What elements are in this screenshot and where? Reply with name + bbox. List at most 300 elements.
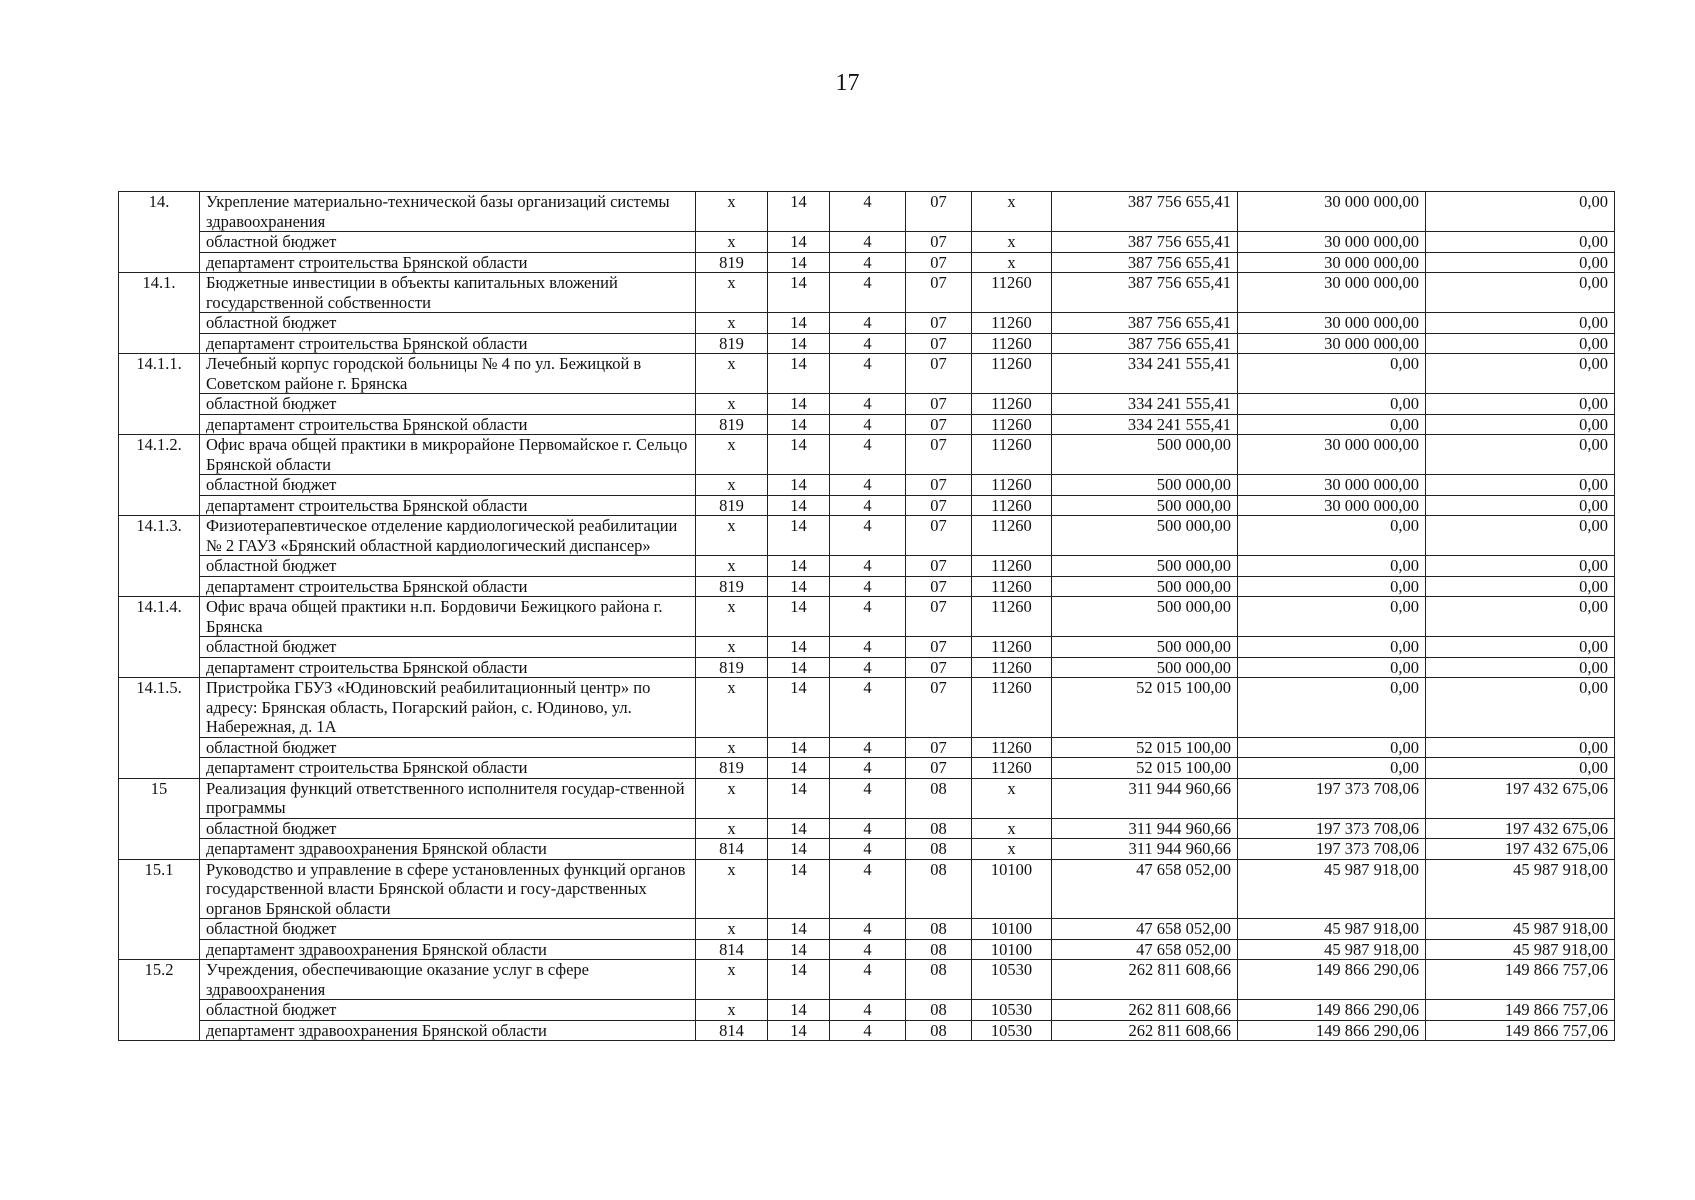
amount-year-3-cell: 0,00 — [1426, 597, 1615, 637]
code-1-cell: 14 — [768, 859, 830, 919]
amount-year-2-cell: 30 000 000,00 — [1238, 333, 1426, 354]
amount-year-1-cell: 500 000,00 — [1052, 576, 1238, 597]
admin-code-cell: х — [696, 678, 768, 738]
admin-code-cell: х — [696, 556, 768, 577]
code-4-cell: х — [972, 818, 1052, 839]
code-1-cell: 14 — [768, 556, 830, 577]
amount-year-2-cell: 0,00 — [1238, 737, 1426, 758]
code-1-cell: 14 — [768, 394, 830, 415]
amount-year-1-cell: 262 811 608,66 — [1052, 1000, 1238, 1021]
code-3-cell: 08 — [906, 1020, 972, 1041]
amount-year-2-cell: 30 000 000,00 — [1238, 232, 1426, 253]
code-3-cell: 07 — [906, 737, 972, 758]
amount-year-2-cell: 0,00 — [1238, 354, 1426, 394]
code-1-cell: 14 — [768, 637, 830, 658]
code-4-cell: 11260 — [972, 657, 1052, 678]
code-1-cell: 14 — [768, 839, 830, 860]
admin-code-cell: 819 — [696, 252, 768, 273]
admin-code-cell: х — [696, 960, 768, 1000]
row-name-cell: департамент строительства Брянской области — [200, 252, 696, 273]
code-2-cell: 4 — [830, 637, 906, 658]
row-name-cell: департамент строительства Брянской области — [200, 657, 696, 678]
table-row — [119, 273, 1615, 313]
admin-code-cell: х — [696, 475, 768, 496]
amount-year-2-cell: 45 987 918,00 — [1238, 939, 1426, 960]
amount-year-3-cell: 0,00 — [1426, 414, 1615, 435]
admin-code-cell: х — [696, 313, 768, 334]
code-3-cell: 07 — [906, 414, 972, 435]
amount-year-2-cell: 30 000 000,00 — [1238, 273, 1426, 313]
amount-year-1-cell: 500 000,00 — [1052, 637, 1238, 658]
table-row — [119, 657, 1615, 678]
amount-year-2-cell: 0,00 — [1238, 516, 1426, 556]
table-row — [119, 252, 1615, 273]
table-row — [119, 637, 1615, 658]
admin-code-cell: 819 — [696, 576, 768, 597]
amount-year-3-cell: 0,00 — [1426, 637, 1615, 658]
code-2-cell: 4 — [830, 354, 906, 394]
code-1-cell: 14 — [768, 252, 830, 273]
code-4-cell: 11260 — [972, 414, 1052, 435]
table-row — [119, 354, 1615, 394]
code-3-cell: 07 — [906, 758, 972, 779]
table-row — [119, 939, 1615, 960]
code-1-cell: 14 — [768, 758, 830, 779]
code-2-cell: 4 — [830, 313, 906, 334]
code-4-cell: 11260 — [972, 313, 1052, 334]
row-name-cell: Лечебный корпус городской больницы № 4 по ул. Бежицкой в Советском районе г. Брянска — [200, 354, 696, 394]
code-1-cell: 14 — [768, 597, 830, 637]
row-name-cell: Руководство и управление в сфере установленных функций органов государственной власти Брянской области и госу-дарственных органов Брянской области — [200, 859, 696, 919]
admin-code-cell: х — [696, 516, 768, 556]
amount-year-3-cell: 149 866 757,06 — [1426, 1000, 1615, 1021]
admin-code-cell: х — [696, 818, 768, 839]
code-4-cell: х — [972, 778, 1052, 818]
code-2-cell: 4 — [830, 232, 906, 253]
row-name-cell: департамент здравоохранения Брянской области — [200, 839, 696, 860]
code-3-cell: 07 — [906, 597, 972, 637]
amount-year-1-cell: 52 015 100,00 — [1052, 758, 1238, 779]
code-1-cell: 14 — [768, 313, 830, 334]
code-4-cell: 11260 — [972, 273, 1052, 313]
row-name-cell: Учреждения, обеспечивающие оказание услуг в сфере здравоохранения — [200, 960, 696, 1000]
table-row — [119, 394, 1615, 415]
page-number: 17 — [835, 70, 860, 96]
amount-year-1-cell: 334 241 555,41 — [1052, 394, 1238, 415]
code-2-cell: 4 — [830, 192, 906, 232]
code-3-cell: 07 — [906, 495, 972, 516]
code-2-cell: 4 — [830, 333, 906, 354]
amount-year-1-cell: 387 756 655,41 — [1052, 333, 1238, 354]
code-2-cell: 4 — [830, 737, 906, 758]
admin-code-cell: 819 — [696, 657, 768, 678]
table-body — [119, 192, 1615, 1041]
amount-year-3-cell: 0,00 — [1426, 758, 1615, 779]
code-3-cell: 07 — [906, 394, 972, 415]
row-name-cell: департамент здравоохранения Брянской области — [200, 939, 696, 960]
admin-code-cell: х — [696, 273, 768, 313]
row-name-cell: Укрепление материально-технической базы организаций системы здравоохранения — [200, 192, 696, 232]
amount-year-2-cell: 30 000 000,00 — [1238, 313, 1426, 334]
code-2-cell: 4 — [830, 960, 906, 1000]
amount-year-3-cell: 45 987 918,00 — [1426, 939, 1615, 960]
row-name-cell: департамент строительства Брянской области — [200, 333, 696, 354]
code-2-cell: 4 — [830, 414, 906, 435]
table-row — [119, 919, 1615, 940]
amount-year-3-cell: 197 432 675,06 — [1426, 839, 1615, 860]
code-1-cell: 14 — [768, 516, 830, 556]
admin-code-cell: 819 — [696, 414, 768, 435]
code-2-cell: 4 — [830, 758, 906, 779]
amount-year-3-cell: 197 432 675,06 — [1426, 778, 1615, 818]
code-1-cell: 14 — [768, 333, 830, 354]
code-4-cell: 11260 — [972, 597, 1052, 637]
code-3-cell: 07 — [906, 475, 972, 496]
code-4-cell: х — [972, 252, 1052, 273]
code-4-cell: 11260 — [972, 354, 1052, 394]
row-name-cell: областной бюджет — [200, 637, 696, 658]
row-number-cell: 14.1.5. — [119, 678, 200, 779]
amount-year-2-cell: 30 000 000,00 — [1238, 495, 1426, 516]
amount-year-2-cell: 197 373 708,06 — [1238, 778, 1426, 818]
amount-year-2-cell: 0,00 — [1238, 657, 1426, 678]
amount-year-3-cell: 0,00 — [1426, 556, 1615, 577]
amount-year-2-cell: 0,00 — [1238, 597, 1426, 637]
table-row — [119, 414, 1615, 435]
amount-year-3-cell: 0,00 — [1426, 333, 1615, 354]
code-1-cell: 14 — [768, 354, 830, 394]
amount-year-2-cell: 149 866 290,06 — [1238, 960, 1426, 1000]
code-2-cell: 4 — [830, 495, 906, 516]
amount-year-3-cell: 45 987 918,00 — [1426, 919, 1615, 940]
table-row — [119, 192, 1615, 232]
row-name-cell: областной бюджет — [200, 475, 696, 496]
code-4-cell: 10100 — [972, 859, 1052, 919]
code-3-cell: 07 — [906, 678, 972, 738]
budget-table — [118, 191, 1615, 1041]
row-number-cell: 14.1.4. — [119, 597, 200, 678]
code-3-cell: 08 — [906, 919, 972, 940]
row-number-cell: 15 — [119, 778, 200, 859]
amount-year-2-cell: 0,00 — [1238, 394, 1426, 415]
amount-year-1-cell: 311 944 960,66 — [1052, 839, 1238, 860]
amount-year-1-cell: 334 241 555,41 — [1052, 414, 1238, 435]
code-2-cell: 4 — [830, 597, 906, 637]
code-2-cell: 4 — [830, 273, 906, 313]
row-name-cell: Офис врача общей практики в микрорайоне Первомайское г. Сельцо Брянской области — [200, 435, 696, 475]
amount-year-1-cell: 387 756 655,41 — [1052, 313, 1238, 334]
code-4-cell: 11260 — [972, 737, 1052, 758]
code-3-cell: 07 — [906, 657, 972, 678]
table-row — [119, 1000, 1615, 1021]
code-4-cell: х — [972, 232, 1052, 253]
amount-year-3-cell: 0,00 — [1426, 516, 1615, 556]
amount-year-1-cell: 311 944 960,66 — [1052, 778, 1238, 818]
code-2-cell: 4 — [830, 435, 906, 475]
code-3-cell: 07 — [906, 354, 972, 394]
amount-year-2-cell: 0,00 — [1238, 678, 1426, 738]
admin-code-cell: х — [696, 597, 768, 637]
amount-year-3-cell: 149 866 757,06 — [1426, 960, 1615, 1000]
amount-year-3-cell: 0,00 — [1426, 576, 1615, 597]
amount-year-3-cell: 0,00 — [1426, 313, 1615, 334]
amount-year-3-cell: 0,00 — [1426, 495, 1615, 516]
code-1-cell: 14 — [768, 192, 830, 232]
code-4-cell: х — [972, 192, 1052, 232]
code-4-cell: 11260 — [972, 435, 1052, 475]
code-4-cell: 10530 — [972, 1000, 1052, 1021]
table-row — [119, 839, 1615, 860]
amount-year-2-cell: 0,00 — [1238, 637, 1426, 658]
amount-year-3-cell: 0,00 — [1426, 737, 1615, 758]
amount-year-2-cell: 30 000 000,00 — [1238, 475, 1426, 496]
admin-code-cell: х — [696, 354, 768, 394]
table-row — [119, 818, 1615, 839]
admin-code-cell: 819 — [696, 333, 768, 354]
row-name-cell: департамент строительства Брянской области — [200, 495, 696, 516]
admin-code-cell: х — [696, 394, 768, 415]
code-4-cell: 11260 — [972, 394, 1052, 415]
row-name-cell: Пристройка ГБУЗ «Юдиновский реабилитационный центр» по адресу: Брянская область, Погарский район, с. Юдиново, ул. Набережная, д. 1А — [200, 678, 696, 738]
code-1-cell: 14 — [768, 435, 830, 475]
code-3-cell: 07 — [906, 556, 972, 577]
code-3-cell: 07 — [906, 576, 972, 597]
row-name-cell: Офис врача общей практики н.п. Бордовичи Бежицкого района г. Брянска — [200, 597, 696, 637]
code-3-cell: 07 — [906, 192, 972, 232]
code-3-cell: 08 — [906, 818, 972, 839]
row-name-cell: областной бюджет — [200, 818, 696, 839]
amount-year-1-cell: 500 000,00 — [1052, 435, 1238, 475]
amount-year-3-cell: 149 866 757,06 — [1426, 1020, 1615, 1041]
code-2-cell: 4 — [830, 778, 906, 818]
row-name-cell: областной бюджет — [200, 1000, 696, 1021]
code-1-cell: 14 — [768, 818, 830, 839]
code-4-cell: 11260 — [972, 495, 1052, 516]
admin-code-cell: х — [696, 919, 768, 940]
code-3-cell: 07 — [906, 273, 972, 313]
code-2-cell: 4 — [830, 1000, 906, 1021]
table-row — [119, 333, 1615, 354]
table-row — [119, 475, 1615, 496]
row-name-cell: областной бюджет — [200, 737, 696, 758]
code-1-cell: 14 — [768, 232, 830, 253]
amount-year-1-cell: 52 015 100,00 — [1052, 678, 1238, 738]
code-4-cell: 11260 — [972, 678, 1052, 738]
row-name-cell: Физиотерапевтическое отделение кардиологической реабилитации № 2 ГАУЗ «Брянский областной кардиологический диспансер» — [200, 516, 696, 556]
row-name-cell: областной бюджет — [200, 919, 696, 940]
amount-year-3-cell: 0,00 — [1426, 435, 1615, 475]
code-1-cell: 14 — [768, 960, 830, 1000]
amount-year-3-cell: 0,00 — [1426, 394, 1615, 415]
amount-year-2-cell: 0,00 — [1238, 758, 1426, 779]
table-row — [119, 778, 1615, 818]
table-row — [119, 232, 1615, 253]
code-2-cell: 4 — [830, 252, 906, 273]
amount-year-1-cell: 500 000,00 — [1052, 475, 1238, 496]
code-2-cell: 4 — [830, 516, 906, 556]
amount-year-1-cell: 500 000,00 — [1052, 657, 1238, 678]
amount-year-1-cell: 262 811 608,66 — [1052, 960, 1238, 1000]
table-row — [119, 737, 1615, 758]
amount-year-3-cell: 0,00 — [1426, 475, 1615, 496]
row-number-cell: 14.1.2. — [119, 435, 200, 516]
code-4-cell: 11260 — [972, 333, 1052, 354]
amount-year-1-cell: 387 756 655,41 — [1052, 192, 1238, 232]
code-1-cell: 14 — [768, 414, 830, 435]
code-3-cell: 07 — [906, 252, 972, 273]
admin-code-cell: 814 — [696, 1020, 768, 1041]
row-name-cell: департамент здравоохранения Брянской области — [200, 1020, 696, 1041]
amount-year-2-cell: 0,00 — [1238, 556, 1426, 577]
amount-year-1-cell: 47 658 052,00 — [1052, 939, 1238, 960]
row-name-cell: департамент строительства Брянской области — [200, 414, 696, 435]
table-row — [119, 678, 1615, 738]
amount-year-1-cell: 387 756 655,41 — [1052, 273, 1238, 313]
code-4-cell: 10100 — [972, 919, 1052, 940]
amount-year-1-cell: 387 756 655,41 — [1052, 232, 1238, 253]
amount-year-1-cell: 387 756 655,41 — [1052, 252, 1238, 273]
amount-year-3-cell: 0,00 — [1426, 273, 1615, 313]
amount-year-2-cell: 149 866 290,06 — [1238, 1020, 1426, 1041]
amount-year-2-cell: 197 373 708,06 — [1238, 818, 1426, 839]
amount-year-3-cell: 0,00 — [1426, 657, 1615, 678]
admin-code-cell: 819 — [696, 495, 768, 516]
row-name-cell: областной бюджет — [200, 394, 696, 415]
row-number-cell: 14.1.3. — [119, 516, 200, 597]
code-4-cell: 11260 — [972, 475, 1052, 496]
amount-year-1-cell: 52 015 100,00 — [1052, 737, 1238, 758]
code-2-cell: 4 — [830, 556, 906, 577]
code-1-cell: 14 — [768, 919, 830, 940]
code-4-cell: 11260 — [972, 758, 1052, 779]
row-name-cell: Бюджетные инвестиции в объекты капитальных вложений государственной собственности — [200, 273, 696, 313]
amount-year-1-cell: 500 000,00 — [1052, 556, 1238, 577]
amount-year-3-cell: 0,00 — [1426, 232, 1615, 253]
row-name-cell: департамент строительства Брянской области — [200, 758, 696, 779]
amount-year-2-cell: 0,00 — [1238, 576, 1426, 597]
amount-year-1-cell: 500 000,00 — [1052, 597, 1238, 637]
table-row — [119, 516, 1615, 556]
code-2-cell: 4 — [830, 475, 906, 496]
admin-code-cell: х — [696, 737, 768, 758]
table-row — [119, 313, 1615, 334]
code-4-cell: 11260 — [972, 637, 1052, 658]
amount-year-1-cell: 311 944 960,66 — [1052, 818, 1238, 839]
code-1-cell: 14 — [768, 737, 830, 758]
code-1-cell: 14 — [768, 475, 830, 496]
amount-year-3-cell: 197 432 675,06 — [1426, 818, 1615, 839]
amount-year-1-cell: 500 000,00 — [1052, 516, 1238, 556]
amount-year-1-cell: 500 000,00 — [1052, 495, 1238, 516]
code-1-cell: 14 — [768, 657, 830, 678]
table-row — [119, 495, 1615, 516]
table-row — [119, 859, 1615, 919]
amount-year-2-cell: 0,00 — [1238, 414, 1426, 435]
code-3-cell: 07 — [906, 333, 972, 354]
table-row — [119, 597, 1615, 637]
table-row — [119, 960, 1615, 1000]
row-number-cell: 14.1.1. — [119, 354, 200, 435]
amount-year-2-cell: 149 866 290,06 — [1238, 1000, 1426, 1021]
code-3-cell: 08 — [906, 778, 972, 818]
admin-code-cell: х — [696, 232, 768, 253]
admin-code-cell: х — [696, 778, 768, 818]
code-2-cell: 4 — [830, 576, 906, 597]
amount-year-2-cell: 197 373 708,06 — [1238, 839, 1426, 860]
admin-code-cell: х — [696, 637, 768, 658]
code-2-cell: 4 — [830, 939, 906, 960]
code-4-cell: 10100 — [972, 939, 1052, 960]
table-row — [119, 435, 1615, 475]
code-1-cell: 14 — [768, 778, 830, 818]
code-1-cell: 14 — [768, 1020, 830, 1041]
admin-code-cell: х — [696, 192, 768, 232]
row-number-cell: 14.1. — [119, 273, 200, 354]
code-1-cell: 14 — [768, 495, 830, 516]
table-row — [119, 576, 1615, 597]
code-4-cell: х — [972, 839, 1052, 860]
code-1-cell: 14 — [768, 678, 830, 738]
amount-year-3-cell: 0,00 — [1426, 252, 1615, 273]
code-1-cell: 14 — [768, 273, 830, 313]
row-number-cell: 14. — [119, 192, 200, 273]
code-2-cell: 4 — [830, 818, 906, 839]
amount-year-2-cell: 30 000 000,00 — [1238, 192, 1426, 232]
admin-code-cell: х — [696, 859, 768, 919]
code-3-cell: 07 — [906, 435, 972, 475]
amount-year-2-cell: 30 000 000,00 — [1238, 435, 1426, 475]
amount-year-1-cell: 334 241 555,41 — [1052, 354, 1238, 394]
amount-year-1-cell: 47 658 052,00 — [1052, 919, 1238, 940]
code-4-cell: 10530 — [972, 960, 1052, 1000]
admin-code-cell: х — [696, 1000, 768, 1021]
code-3-cell: 07 — [906, 232, 972, 253]
code-1-cell: 14 — [768, 939, 830, 960]
amount-year-1-cell: 262 811 608,66 — [1052, 1020, 1238, 1041]
code-4-cell: 11260 — [972, 576, 1052, 597]
admin-code-cell: 819 — [696, 758, 768, 779]
amount-year-3-cell: 45 987 918,00 — [1426, 859, 1615, 919]
code-4-cell: 11260 — [972, 556, 1052, 577]
row-name-cell: департамент строительства Брянской области — [200, 576, 696, 597]
code-2-cell: 4 — [830, 919, 906, 940]
amount-year-2-cell: 45 987 918,00 — [1238, 919, 1426, 940]
code-3-cell: 08 — [906, 839, 972, 860]
row-number-cell: 15.2 — [119, 960, 200, 1041]
code-3-cell: 08 — [906, 960, 972, 1000]
code-3-cell: 08 — [906, 939, 972, 960]
row-number-cell: 15.1 — [119, 859, 200, 960]
code-2-cell: 4 — [830, 657, 906, 678]
admin-code-cell: 814 — [696, 839, 768, 860]
amount-year-3-cell: 0,00 — [1426, 192, 1615, 232]
table-row — [119, 758, 1615, 779]
code-1-cell: 14 — [768, 576, 830, 597]
table-row — [119, 556, 1615, 577]
code-3-cell: 07 — [906, 516, 972, 556]
row-name-cell: областной бюджет — [200, 313, 696, 334]
admin-code-cell: 814 — [696, 939, 768, 960]
code-1-cell: 14 — [768, 1000, 830, 1021]
row-name-cell: областной бюджет — [200, 232, 696, 253]
admin-code-cell: х — [696, 435, 768, 475]
row-name-cell: Реализация функций ответственного исполнителя государ-ственной программы — [200, 778, 696, 818]
code-2-cell: 4 — [830, 394, 906, 415]
table-row — [119, 1020, 1615, 1041]
code-4-cell: 10530 — [972, 1020, 1052, 1041]
row-name-cell: областной бюджет — [200, 556, 696, 577]
code-2-cell: 4 — [830, 859, 906, 919]
